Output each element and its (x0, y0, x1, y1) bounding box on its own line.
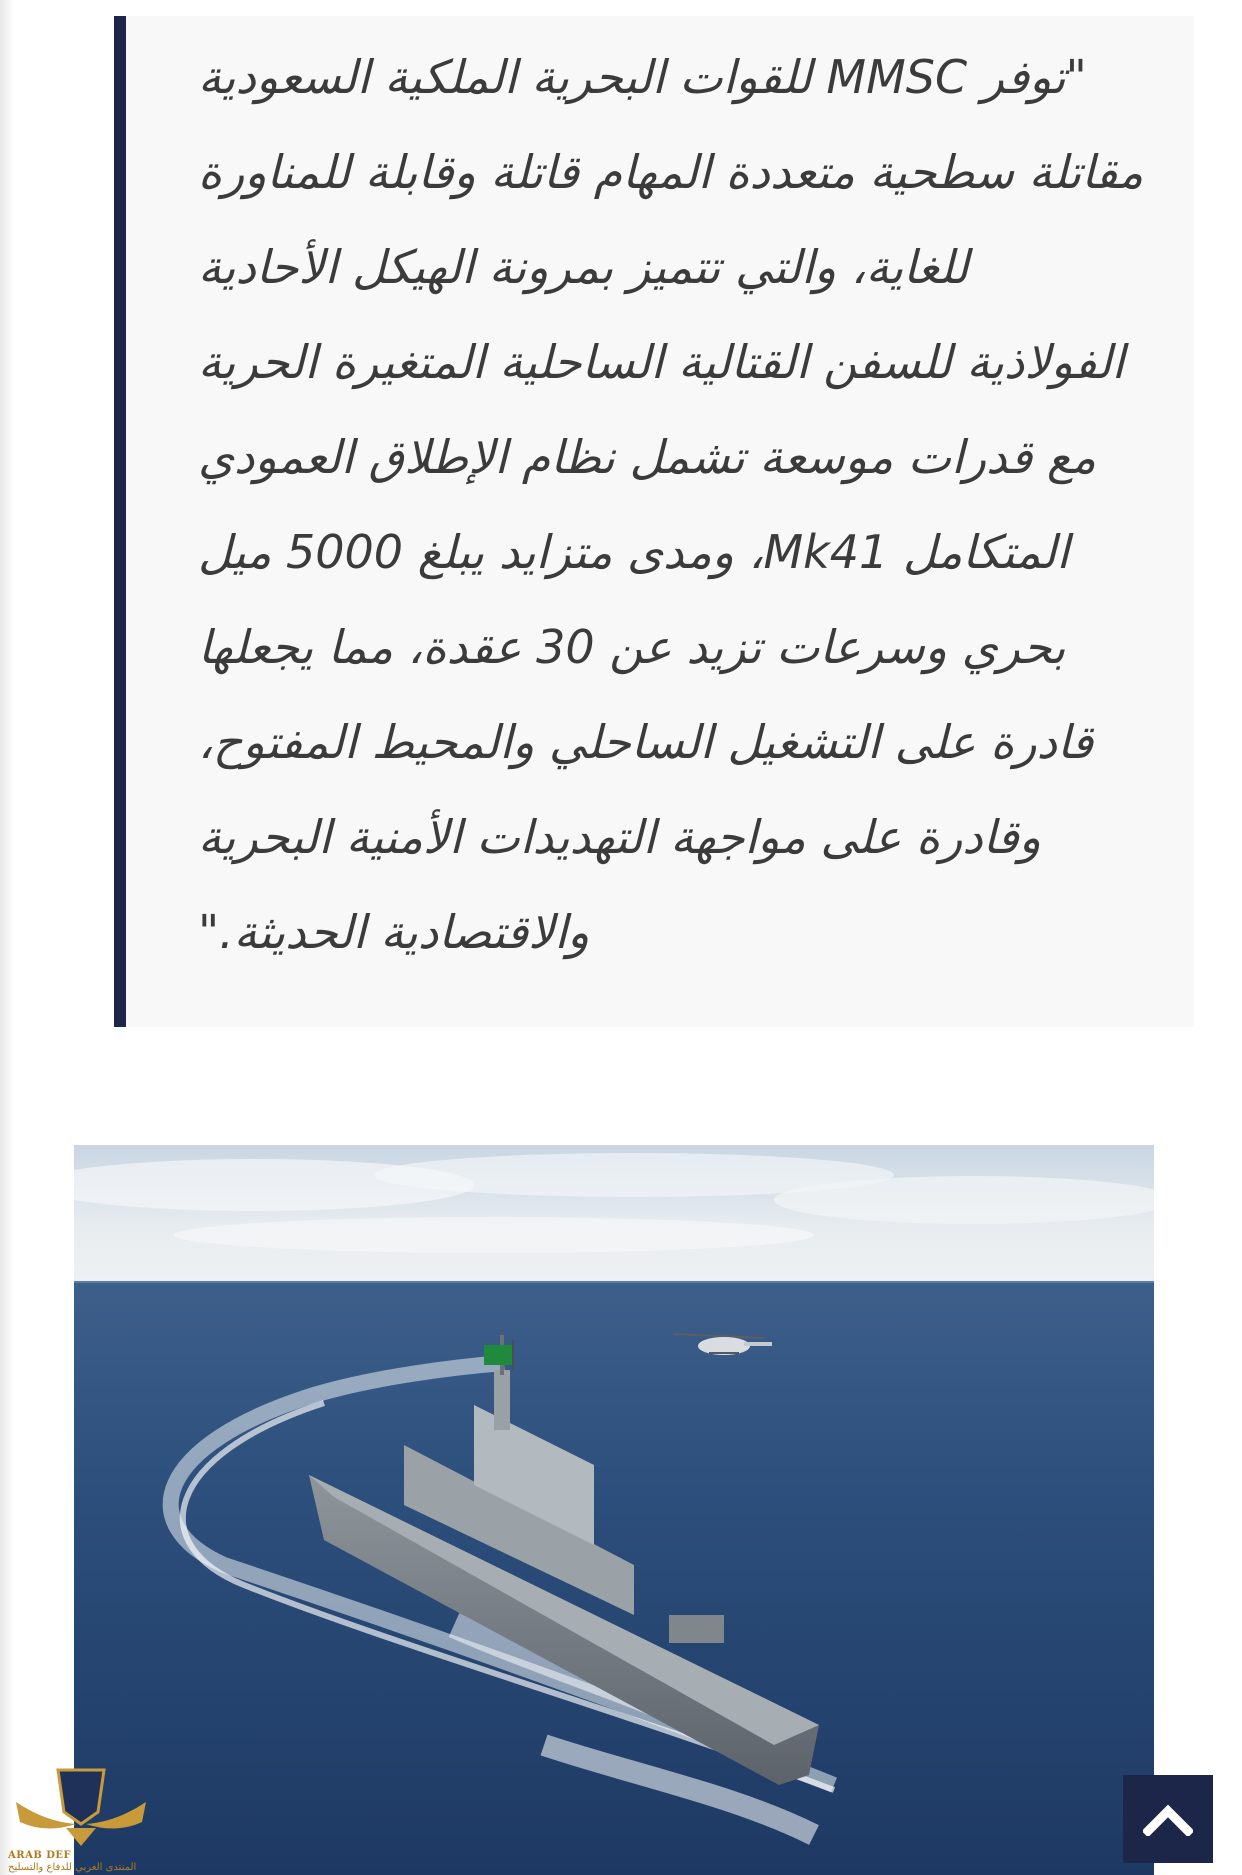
quote-line: الفولاذية للسفن القتالية الساحلية المتغيرة الحرية (198, 335, 1125, 389)
quote-line: مع قدرات موسعة تشمل نظام الإطلاق العمودي (198, 430, 1096, 484)
logo-english-text: ARAB DEF (8, 1850, 72, 1861)
article-blockquote (114, 16, 1194, 1027)
quote-line: للغاية، والتي تتميز بمرونة الهيكل الأحادية (198, 240, 969, 294)
chevron-up-icon (1143, 1802, 1193, 1836)
arab-defense-forum-logo (6, 1762, 156, 1875)
screen-edge-shadow (0, 0, 14, 1875)
quote-line: المتكامل Mk41، ومدى متزايد يبلغ 5000 ميل (198, 525, 1070, 579)
quote-line: بحري وسرعات تزيد عن 30 عقدة، مما يجعلها (198, 620, 1066, 674)
quote-line: مقاتلة سطحية متعددة المهام قاتلة وقابلة للمناورة (198, 145, 1144, 199)
quote-line: والاقتصادية الحديثة." (198, 905, 590, 959)
logo-arabic-text: المنتدى العربي للدفاع والتسليح (8, 1862, 137, 1873)
article-image-warship (74, 1145, 1154, 1875)
quote-line: وقادرة على مواجهة التهديدات الأمنية البحرية (198, 810, 1041, 864)
quote-text (198, 30, 1184, 980)
quote-line: "توفر MMSC للقوات البحرية الملكية السعودية (198, 50, 1087, 104)
quote-line: قادرة على التشغيل الساحلي والمحيط المفتوح، (198, 715, 1094, 769)
back-to-top-button[interactable] (1123, 1775, 1213, 1863)
